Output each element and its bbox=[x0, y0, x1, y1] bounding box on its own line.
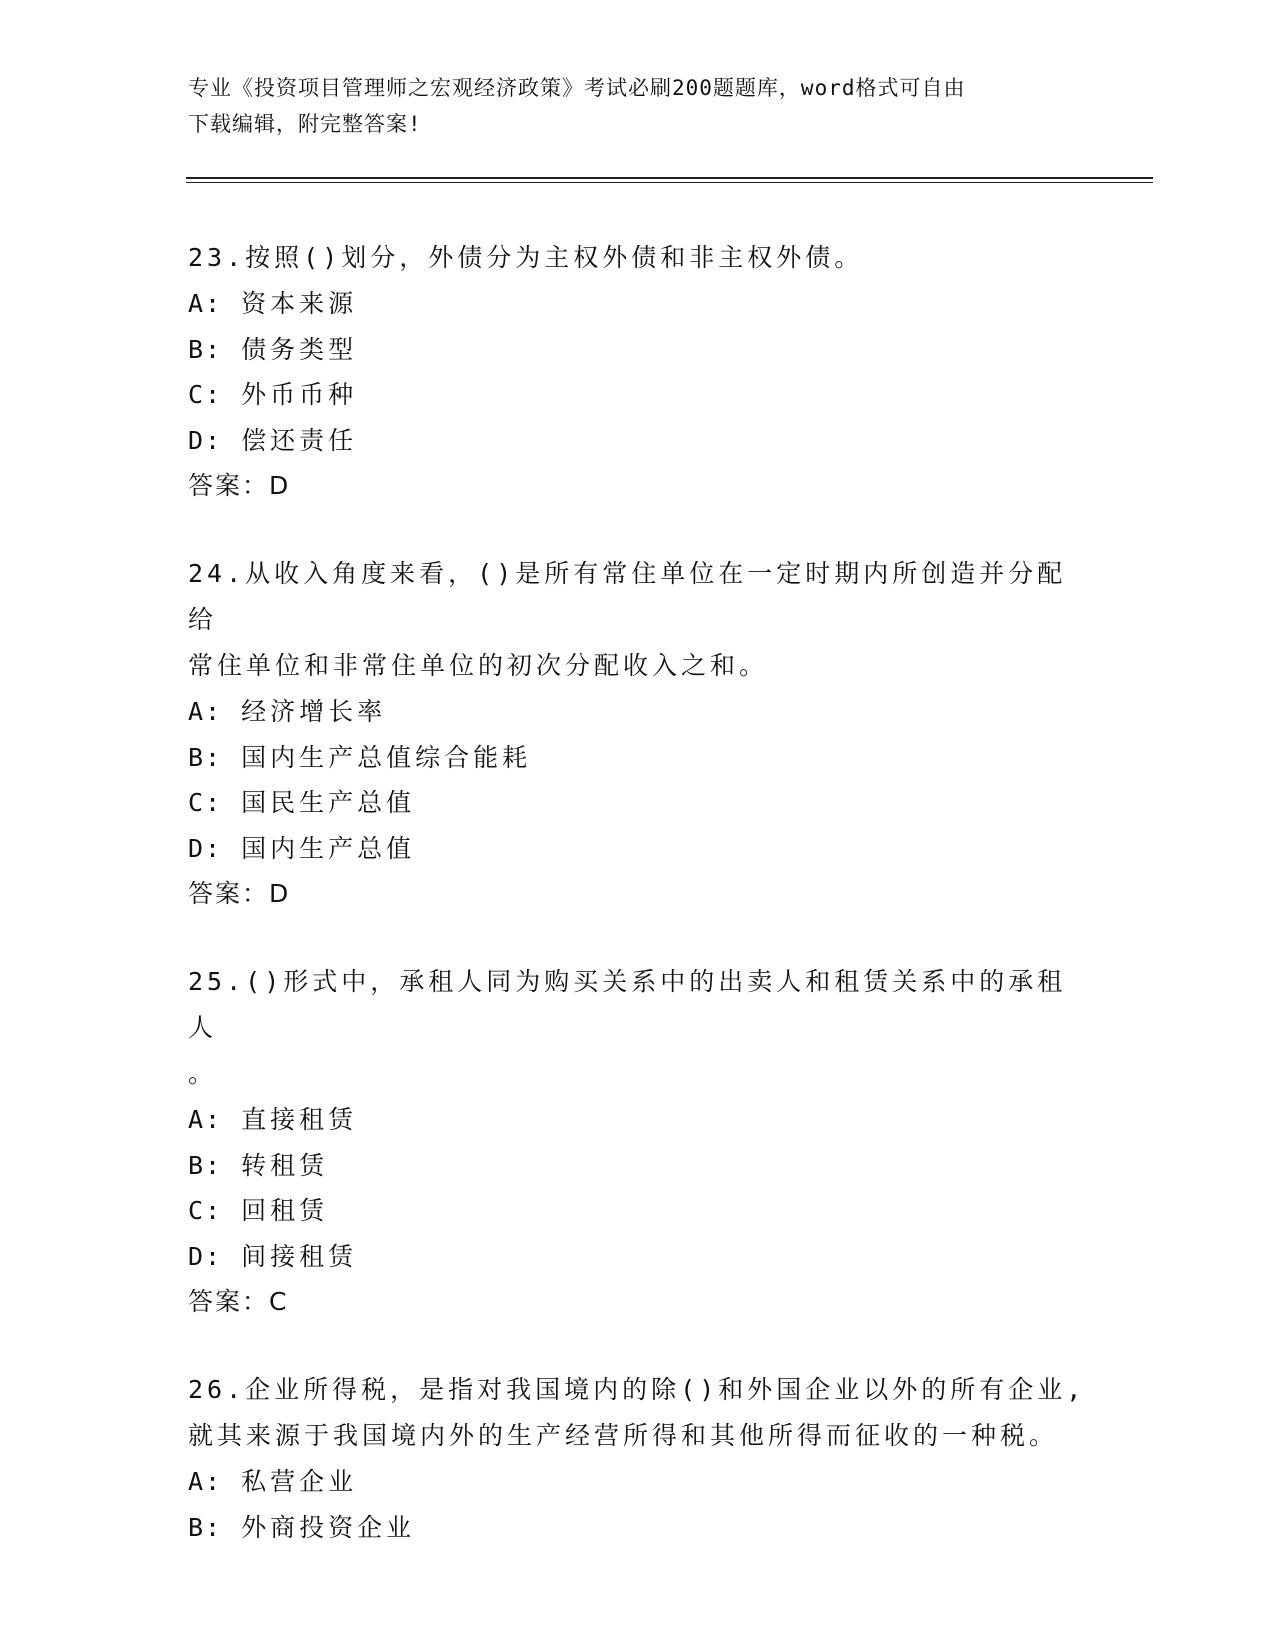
option-b bbox=[188, 1143, 1088, 1189]
option-letter: D: bbox=[188, 425, 223, 455]
option-a bbox=[188, 1097, 1088, 1143]
option-text: 私营企业 bbox=[241, 1467, 358, 1496]
document-header bbox=[188, 70, 1088, 142]
option-text: 国民生产总值 bbox=[241, 788, 416, 817]
option-c bbox=[188, 780, 1088, 826]
option-text: 间接租赁 bbox=[241, 1241, 358, 1271]
option-b bbox=[188, 327, 1088, 373]
option-text: 偿还责任 bbox=[241, 425, 358, 455]
option-c bbox=[188, 1188, 1088, 1234]
header-line-1: 专业《投资项目管理师之宏观经济政策》考试必刷200题题库，word格式可自由 bbox=[188, 76, 966, 100]
question-26 bbox=[188, 1367, 1088, 1550]
question-text-line: 常住单位和非常住单位的初次分配收入之和。 bbox=[188, 651, 769, 680]
option-text: 外币币种 bbox=[241, 380, 358, 409]
answer-label: 答案：D bbox=[188, 471, 291, 500]
option-text: 国内生产总值综合能耗 bbox=[241, 742, 532, 772]
option-b bbox=[188, 735, 1088, 781]
option-letter: B: bbox=[188, 1512, 223, 1542]
option-d bbox=[188, 826, 1088, 872]
option-letter: B: bbox=[188, 334, 223, 364]
answer-label: 答案：C bbox=[188, 1287, 289, 1316]
option-text: 转租赁 bbox=[241, 1150, 329, 1180]
option-letter: C: bbox=[188, 1196, 223, 1225]
option-letter: A: bbox=[188, 1467, 223, 1496]
question-25 bbox=[188, 959, 1088, 1325]
option-letter: A: bbox=[188, 289, 223, 318]
option-text: 回租赁 bbox=[241, 1196, 329, 1225]
option-letter: D: bbox=[188, 1241, 223, 1271]
option-b bbox=[188, 1505, 1088, 1551]
option-letter: C: bbox=[188, 380, 223, 409]
option-letter: B: bbox=[188, 1150, 223, 1180]
header-divider-thick bbox=[186, 177, 1153, 179]
option-text: 债务类型 bbox=[241, 334, 358, 364]
option-letter: A: bbox=[188, 697, 223, 726]
question-text-line: 24.从收入角度来看，()是所有常住单位在一定时期内所创造并分配给 bbox=[188, 559, 1067, 634]
option-text: 直接租赁 bbox=[241, 1105, 358, 1134]
answer-label: 答案：D bbox=[188, 879, 291, 908]
question-text-line: 。 bbox=[188, 1059, 218, 1088]
option-letter: C: bbox=[188, 788, 223, 817]
option-letter: D: bbox=[188, 833, 223, 863]
option-letter: A: bbox=[188, 1105, 223, 1134]
option-a bbox=[188, 281, 1088, 327]
option-text: 资本来源 bbox=[241, 289, 358, 318]
question-24 bbox=[188, 551, 1088, 917]
question-text-line: 25.()形式中，承租人同为购买关系中的出卖人和租赁关系中的承租人 bbox=[188, 967, 1067, 1042]
question-23 bbox=[188, 235, 1088, 509]
option-d bbox=[188, 1234, 1088, 1280]
option-a bbox=[188, 689, 1088, 735]
question-text-line: 就其来源于我国境内外的生产经营所得和其他所得而征收的一种税。 bbox=[188, 1421, 1059, 1450]
header-line-2: 下载编辑，附完整答案! bbox=[188, 112, 422, 136]
question-text-line: 26.企业所得税，是指对我国境内的除()和外国企业以外的所有企业, bbox=[188, 1375, 1086, 1404]
option-text: 外商投资企业 bbox=[241, 1512, 416, 1542]
header-divider-thin bbox=[186, 182, 1153, 183]
option-text: 经济增长率 bbox=[241, 697, 387, 726]
option-d bbox=[188, 418, 1088, 464]
question-text-line: 23.按照()划分，外债分为主权外债和非主权外债。 bbox=[188, 243, 864, 272]
option-c bbox=[188, 372, 1088, 418]
option-text: 国内生产总值 bbox=[241, 833, 416, 863]
option-letter: B: bbox=[188, 742, 223, 772]
question-list bbox=[188, 235, 1088, 1592]
option-a bbox=[188, 1459, 1088, 1505]
